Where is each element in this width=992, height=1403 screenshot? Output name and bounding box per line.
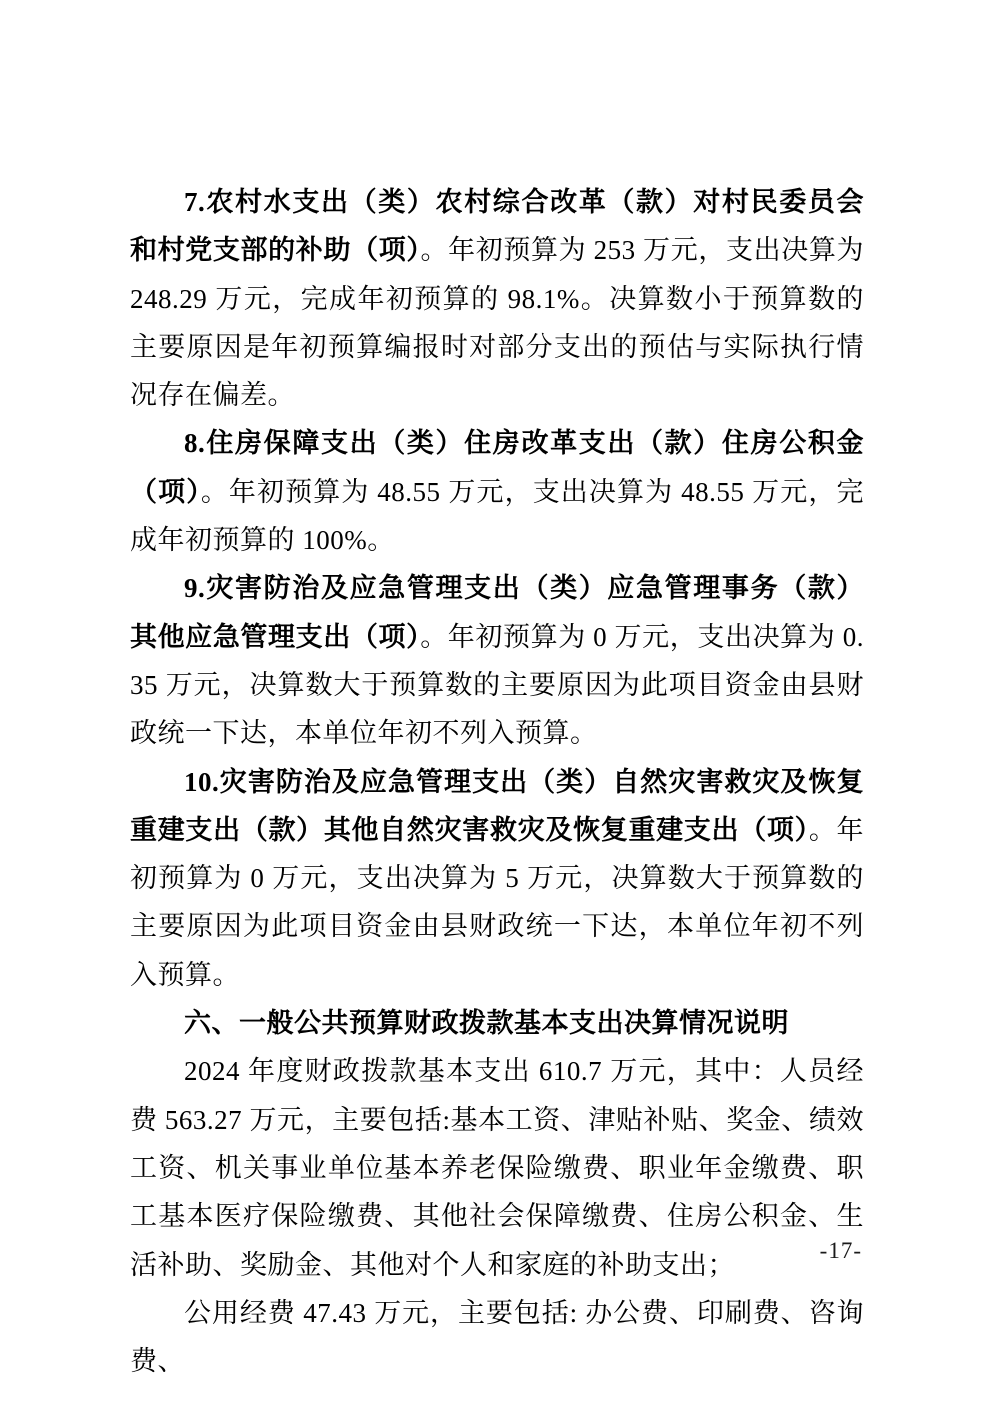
paragraph-9-heading: 9.灾害防治及应急管理支出（类）应急管理事务（款）其他应急管理支出（项） bbox=[130, 573, 864, 652]
section-heading-6 bbox=[130, 999, 864, 1047]
paragraph-10-text: 。年初预算为 0 万元，支出决算为 5 万元，决算数大于预算数的主要原因为此项目资金由县财政统一下达，本单位年初不列入预算。 bbox=[130, 814, 865, 990]
paragraph-item-10 bbox=[130, 758, 864, 999]
paragraph-9-text: 。年初预算为 0 万元，支出决算为 0.35 万元，决算数大于预算数的主要原因为此项目资金由县财政统一下达，本单位年初不列入预算。 bbox=[130, 621, 865, 749]
paragraph-public-expenses bbox=[130, 1289, 864, 1386]
paragraph-item-7 bbox=[130, 178, 864, 419]
paragraph-10-heading: 10.灾害防治及应急管理支出（类）自然灾害救灾及恢复重建支出（款）其他自然灾害救灾及恢复重建支出（项） bbox=[130, 766, 864, 845]
page-number: -17- bbox=[819, 1238, 862, 1263]
paragraph-item-9 bbox=[130, 564, 864, 757]
paragraph-8-text: 。年初预算为 48.55 万元，支出决算为 48.55 万元，完成年初预算的 100%。 bbox=[130, 476, 864, 556]
paragraph-personnel-expenses bbox=[130, 1047, 864, 1288]
paragraph-7-text: 。年初预算为 253 万元，支出决算为 248.29 万元，完成年初预算的 98.1%。决算数小于预算数的主要原因是年初预算编报时对部分支出的预估与实际执行情况存在偏差。 bbox=[130, 235, 865, 411]
paragraph-8-heading: 8.住房保障支出（类）住房改革支出（款）住房公积金（项） bbox=[130, 428, 864, 507]
paragraph-personnel-expenses-text: 2024 年度财政拨款基本支出 610.7 万元，其中：人员经费 563.27 万元，主要包括:基本工资、津贴补贴、奖金、绩效工资、机关事业单位基本养老保险缴费、职业年金缴费、职工基本医疗保险缴费、其他社会保障缴费、住房公积金、生活补助、奖励金、其他对个人和家庭的补助支出； bbox=[130, 1056, 864, 1280]
paragraph-item-8 bbox=[130, 419, 864, 564]
document-body bbox=[130, 178, 864, 1385]
section-heading-6-text: 六、一般公共预算财政拨款基本支出决算情况说明 bbox=[184, 1008, 789, 1039]
paragraph-7-heading: 7.农村水支出（类）农村综合改革（款）对村民委员会和村党支部的补助（项） bbox=[130, 187, 864, 266]
paragraph-public-expenses-text: 公用经费 47.43 万元，主要包括: 办公费、印刷费、咨询费、 bbox=[130, 1297, 864, 1377]
